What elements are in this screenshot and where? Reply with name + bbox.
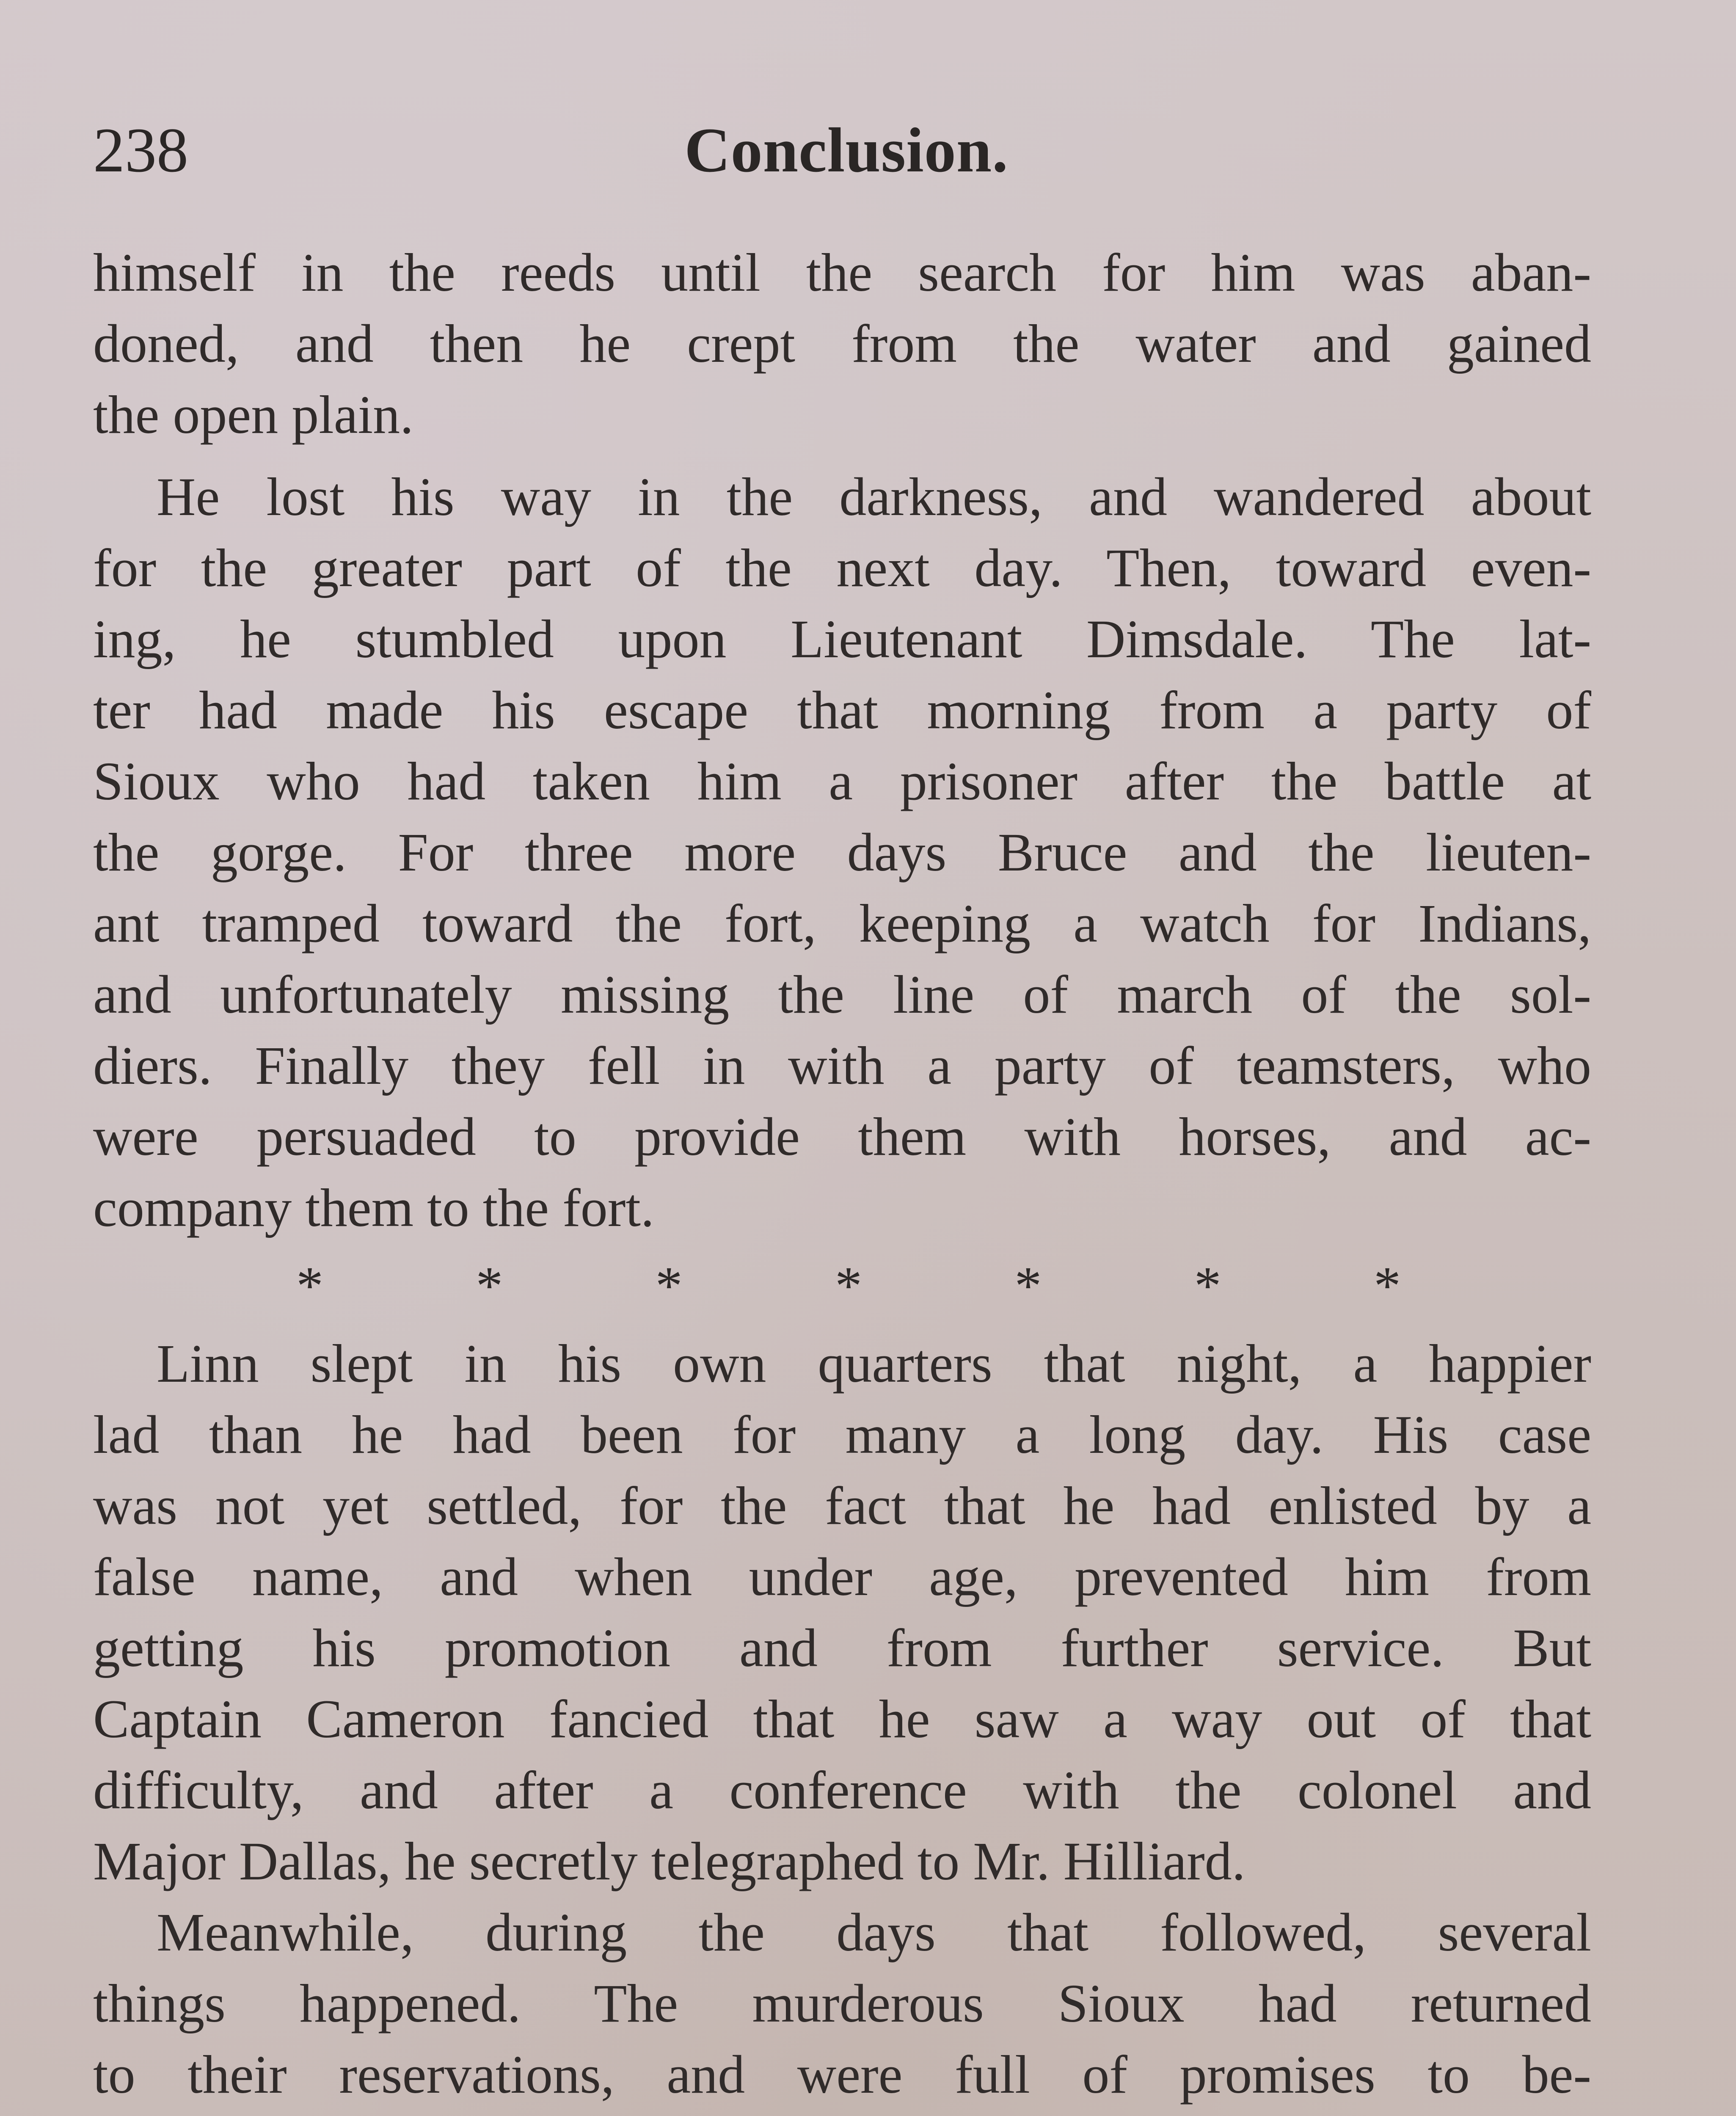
text-line: Major Dallas, he secretly telegraphed to Mr. Hilliard. — [93, 1831, 1246, 1891]
text-line: Linn slept in his own quarters that night, a happier — [157, 1334, 1591, 1394]
text-line: things happened. The murderous Sioux had returned — [93, 1973, 1591, 2033]
paragraph-2 — [93, 461, 1591, 1243]
body-text — [93, 237, 1591, 2116]
separator-asterisk: * — [1014, 1256, 1042, 1316]
text-line: ant tramped toward the fort, keeping a watch for Indians, — [93, 893, 1591, 953]
text-line: difficulty, and after a conference with the colonel and — [93, 1760, 1591, 1820]
page-header — [93, 108, 1600, 193]
paragraph-3 — [93, 1328, 1591, 1897]
separator-asterisk: * — [1194, 1256, 1221, 1316]
text-line: company them to the fort. — [93, 1178, 654, 1238]
page-number: 238 — [93, 115, 188, 185]
text-line: false name, and when under age, prevented him from — [93, 1547, 1591, 1607]
text-line: the gorge. For three more days Bruce and the lieuten- — [93, 822, 1591, 882]
separator-asterisk: * — [296, 1256, 323, 1316]
running-title: Conclusion. — [684, 115, 1009, 185]
section-separator — [93, 1243, 1591, 1328]
text-line: He lost his way in the darkness, and wandered about — [157, 467, 1591, 527]
text-line: lad than he had been for many a long day. His case — [93, 1405, 1591, 1465]
paragraph-1 — [93, 237, 1591, 450]
text-line: and unfortunately missing the line of march of the sol- — [93, 964, 1591, 1025]
text-line: ing, he stumbled upon Lieutenant Dimsdale. The lat- — [93, 609, 1591, 669]
text-line — [93, 2110, 1591, 2116]
text-line: doned, and then he crept from the water and gained — [93, 314, 1591, 374]
text-line: were persuaded to provide them with horses, and ac- — [93, 1107, 1591, 1167]
text-line: Sioux who had taken him a prisoner after the battle at — [93, 751, 1591, 811]
separator-asterisk: * — [655, 1256, 683, 1316]
separator-asterisk: * — [476, 1256, 503, 1316]
text-line: for the greater part of the next day. Then, toward even- — [93, 538, 1591, 598]
text-line: getting his promotion and from further service. But — [93, 1618, 1591, 1678]
text-line: was not yet settled, for the fact that he had enlisted by a — [93, 1476, 1591, 1536]
paragraph-4 — [93, 1897, 1591, 2116]
separator-asterisk: * — [835, 1256, 862, 1316]
text-line: diers. Finally they fell in with a party of teamsters, who — [93, 1036, 1591, 1096]
separator-asterisk: * — [1373, 1256, 1401, 1316]
text-line: Captain Cameron fancied that he saw a way out of that — [93, 1689, 1591, 1749]
text-line: Meanwhile, during the days that followed, several — [157, 1902, 1591, 1962]
text-line: himself in the reeds until the search for him was aban- — [93, 242, 1591, 303]
text-line: the open plain. — [93, 385, 414, 445]
text-line: to their reservations, and were full of promises to be- — [93, 2044, 1591, 2105]
text-line: ter had made his escape that morning from a party of — [93, 680, 1591, 740]
